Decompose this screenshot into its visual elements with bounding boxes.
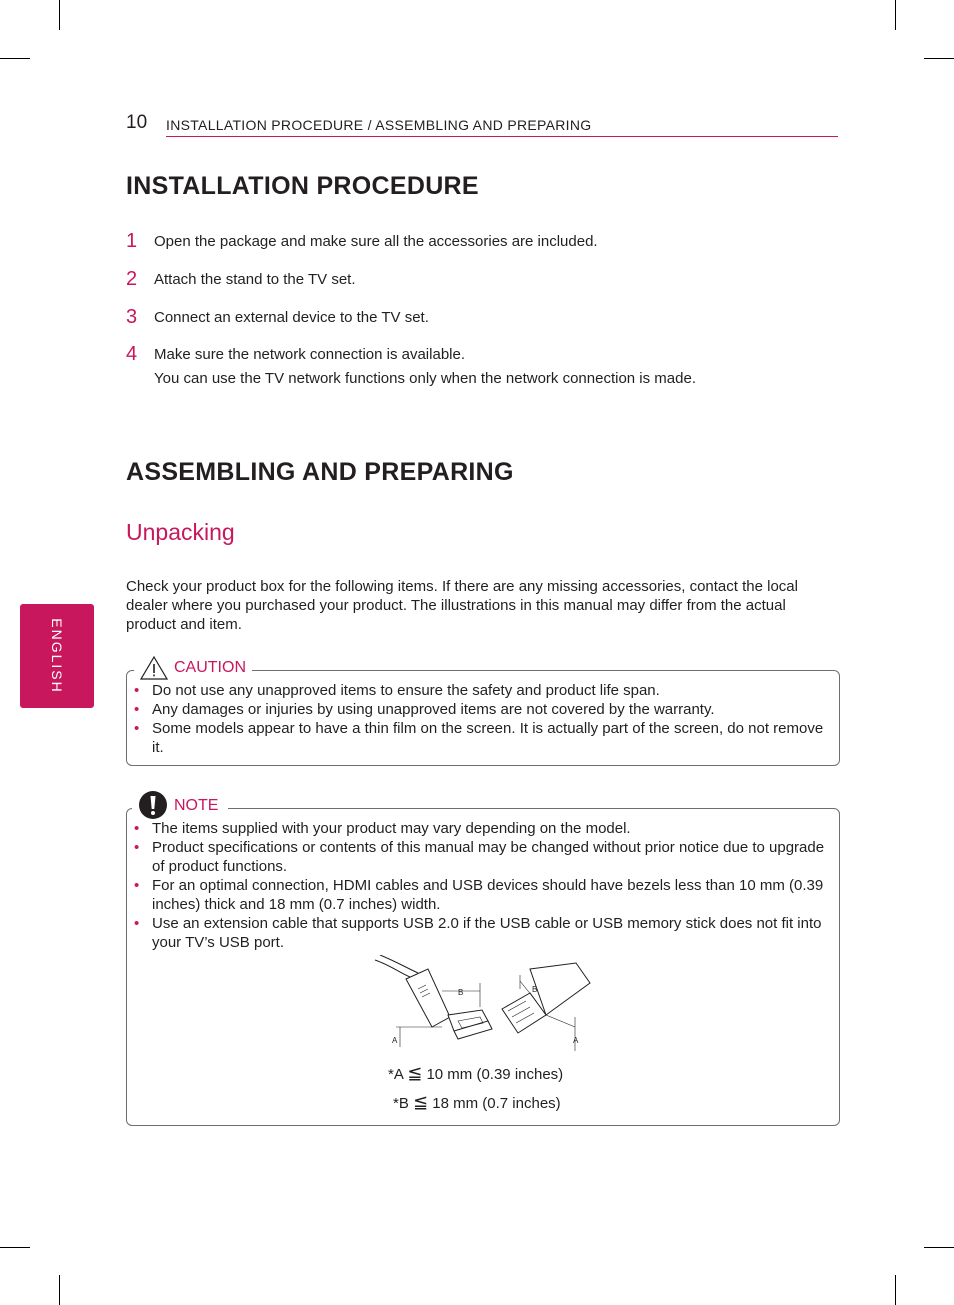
list-item: • Any damages or injuries by using unapproved items are not covered by the warranty. <box>126 700 826 719</box>
step-text: Attach the stand to the TV set. <box>154 271 356 288</box>
step-text: Connect an external device to the TV set. <box>154 309 429 326</box>
step-number: 4 <box>126 343 138 365</box>
note-label: NOTE <box>174 797 219 814</box>
crop-mark <box>924 58 954 59</box>
warning-icon <box>140 656 168 680</box>
step-text: Open the package and make sure all the accessories are included. <box>154 233 598 250</box>
unpacking-subheading: Unpacking <box>126 519 235 545</box>
dimension-label-b: B <box>458 988 464 997</box>
crop-mark <box>0 1247 30 1248</box>
step-number: 1 <box>126 230 138 252</box>
crop-mark <box>59 0 60 30</box>
unpacking-intro: Check your product box for the following items. If there are any missing accessories, contact the local dealer where you purchased your product. The illustrations in this manual may differ from the actual product and item. <box>126 578 798 633</box>
installation-heading: INSTALLATION PROCEDURE <box>126 172 479 200</box>
crop-mark <box>895 1275 896 1305</box>
running-header: INSTALLATION PROCEDURE / ASSEMBLING AND PREPARING <box>166 117 592 133</box>
step-number: 3 <box>126 306 138 328</box>
step-number: 2 <box>126 268 138 290</box>
spec-line-a <box>388 1063 563 1084</box>
language-tab-label: ENGLISH <box>49 618 65 694</box>
exclamation-icon <box>138 790 168 820</box>
list-item: • The items supplied with your product may vary depending on the model. <box>126 819 828 838</box>
dimension-label-b: B <box>532 985 538 994</box>
crop-mark <box>59 1275 60 1305</box>
less-equal-icon: ≦ <box>407 1063 423 1083</box>
dimension-label-a: A <box>392 1036 398 1045</box>
note-list <box>126 819 828 952</box>
spec-a-value: 10 mm (0.39 inches) <box>426 1066 564 1083</box>
dimension-label-a: A <box>573 1036 579 1045</box>
connector-bezel-illustration <box>370 955 600 1057</box>
list-item: • For an optimal connection, HDMI cables and USB devices should have bezels less than 10 mm (0.39 inches) thick and 18 mm (0.7 inches) width. <box>126 876 828 914</box>
step-text: Make sure the network connection is available. <box>154 346 466 363</box>
crop-mark <box>895 0 896 30</box>
list-item: • Some models appear to have a thin film on the screen. It is actually part of the screen, do not remove it. <box>126 719 826 757</box>
spec-b-prefix: *B <box>393 1095 409 1112</box>
caution-list <box>126 681 826 757</box>
page-number: 10 <box>126 112 148 133</box>
note-label-group <box>132 790 228 820</box>
caution-label: CAUTION <box>174 659 246 676</box>
caution-label-group <box>134 656 252 682</box>
hdmi-cable-illustration <box>375 955 492 1047</box>
crop-mark <box>924 1247 954 1248</box>
header-rule <box>166 136 838 137</box>
list-item: • Use an extension cable that supports USB 2.0 if the USB cable or USB memory stick does not fit into your TV’s USB port. <box>126 914 828 952</box>
spec-b-value: 18 mm (0.7 inches) <box>432 1095 561 1112</box>
spec-line-b <box>393 1092 561 1113</box>
step-text-continued: You can use the TV network functions only when the network connection is made. <box>154 370 696 387</box>
list-item: • Do not use any unapproved items to ensure the safety and product life span. <box>126 681 826 700</box>
assembling-heading: ASSEMBLING AND PREPARING <box>126 458 514 486</box>
list-item: • Product specifications or contents of this manual may be changed without prior notice due to upgrade of product functions. <box>126 838 828 876</box>
less-equal-icon: ≦ <box>413 1092 429 1112</box>
spec-a-prefix: *A <box>388 1066 404 1083</box>
crop-mark <box>0 58 30 59</box>
